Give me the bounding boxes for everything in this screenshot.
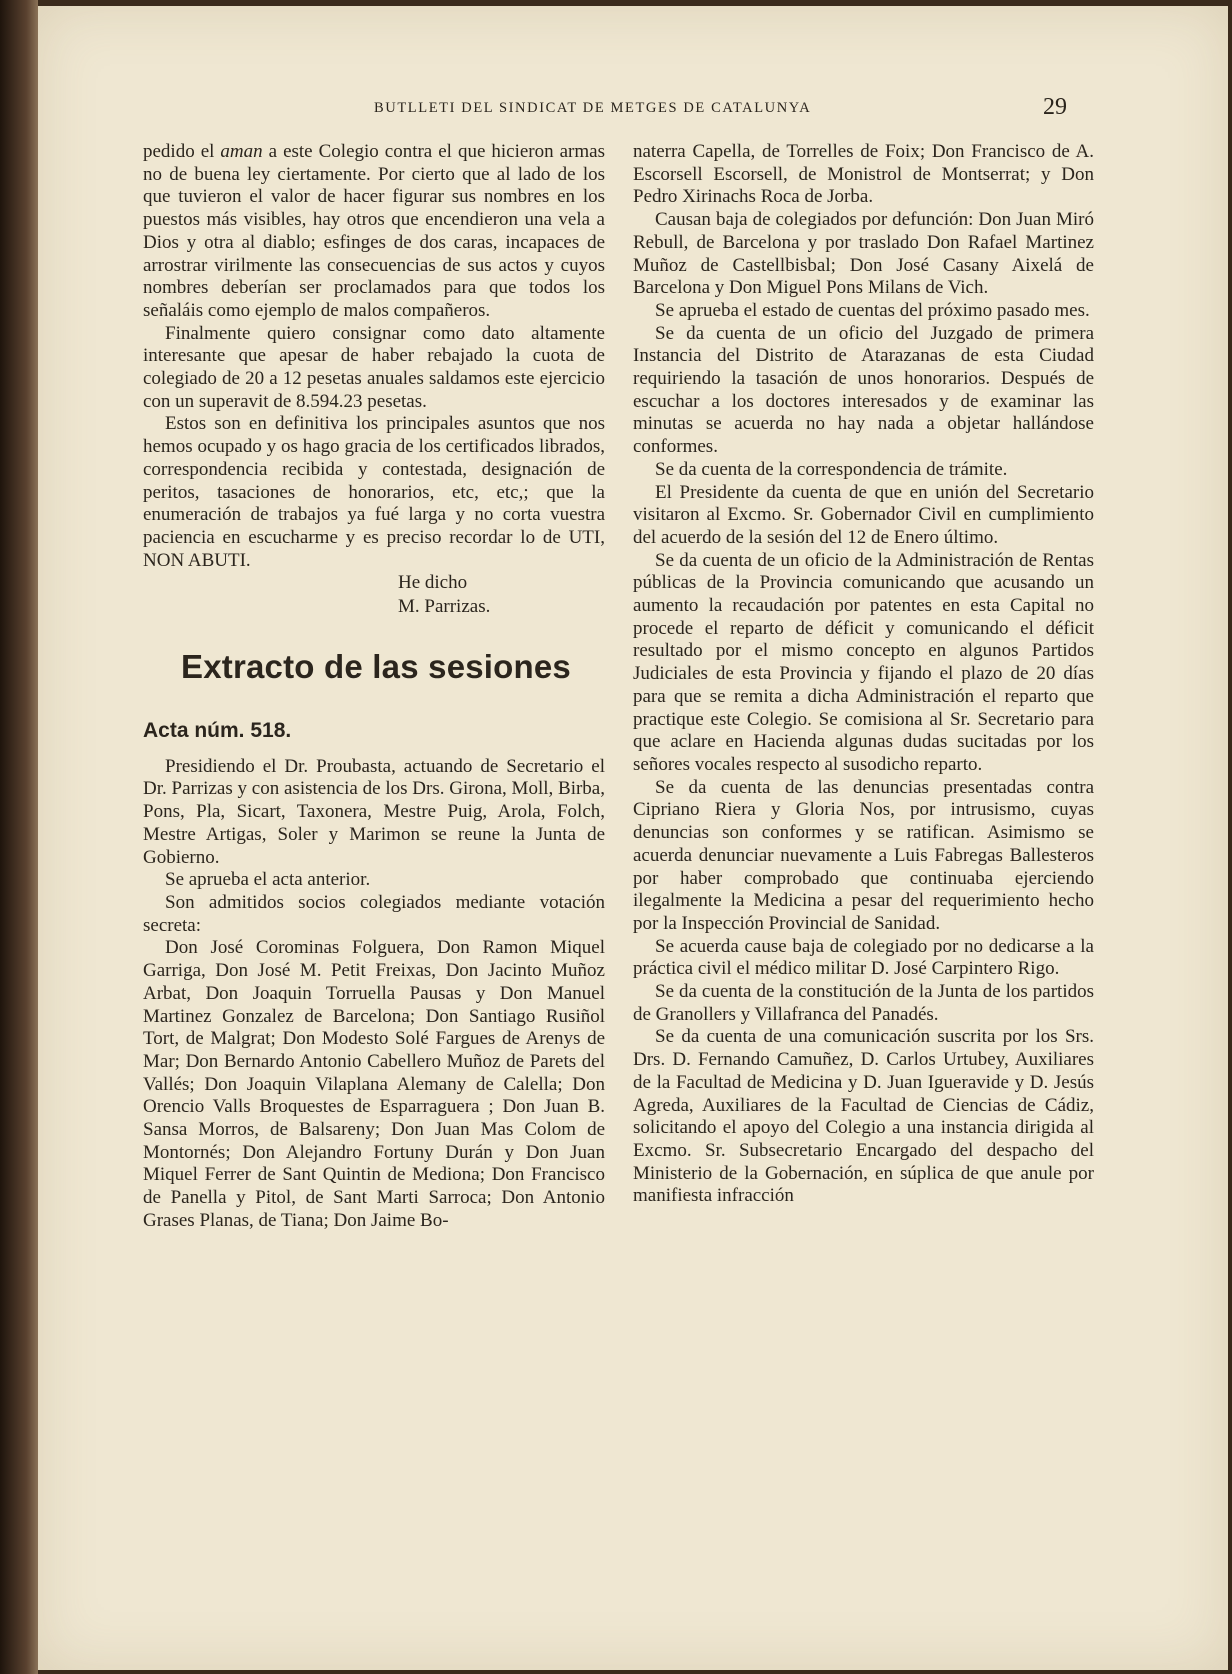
text-run: pedido el <box>143 141 221 162</box>
page-number: 29 <box>1043 94 1067 120</box>
section-heading: Extracto de las sesiones <box>181 647 571 685</box>
paragraph: Se da cuenta de un oficio de la Administración de Rentas públicas de la Provincia comunicando que acusando un aumento la recaudación por patentes en esta Capital no procede el reparto de déficit y comunicando el déficit resultado por el mismo concepto en algunos Partidos Judiciales de esta Provincia y fijando el plazo de 20 días para que se remita a dicha Administración el reparto que practique este Colegio. Se comisiona al Sr. Secretario para que aclare en Hacienda algunas dudas sucitadas por los señores vocales respecto al susodicho reparto. <box>633 549 1094 775</box>
left-column <box>143 141 605 1233</box>
paragraph: Se aprueba el estado de cuentas del próximo pasado mes. <box>655 299 1090 321</box>
paragraph: El Presidente da cuenta de que en unión del Secretario visitaron al Excmo. Sr. Gobernador Civil en cumplimiento del acuerdo de la sesión del 12 de Enero último. <box>633 481 1094 548</box>
paragraph: naterra Capella, de Torrelles de Foix; Don Francisco de A. Escorsell Escorsell, de Monistrol de Montserrat; y Don Pedro Xirinachs Roca de Jorba. <box>633 141 1094 208</box>
paragraph: Se aprueba el acta anterior. <box>165 869 371 891</box>
paragraph: Presidiendo el Dr. Proubasta, actuando de Secretario el Dr. Parrizas y con asistencia de los Drs. Girona, Moll, Birba, Pons, Pla, Sicart, Taxonera, Mestre Puig, Arola, Folch, Mestre Artigas, Soler y Marimon se reune la Junta de Gobierno. <box>143 755 605 868</box>
right-column <box>633 141 1094 1208</box>
paragraph: Son admitidos socios colegiados mediante votación secreta: <box>143 891 605 936</box>
paragraph: Finalmente quiero consignar como dato altamente interesante que apesar de haber rebajado la cuota de colegiado de 20 a 12 pesetas anuales saldamos este ejercicio con un superavit de 8.594.23 pesetas. <box>143 322 605 412</box>
paragraph: Don José Corominas Folguera, Don Ramon Miquel Garriga, Don José M. Petit Freixas, Don Jacinto Muñoz Arbat, Don Joaquin Torruella Pausas y Don Manuel Martinez Gonzalez de Barcelona; Don Santiago Rusiñol Tort, de Malgrat; Don Modesto Solé Fargues de Arenys de Mar; Don Bernardo Antonio Cabellero Muñoz de Parets del Vallés; Don Joaquin Vilaplana Alemany de Calella; Don Orencio Valls Broquestes de Esparraguera ; Don Juan B. Sansa Morros, de Balsareny; Don Juan Mas Colom de Montornés; Don Alejandro Fortuny Durán y Don Juan Miquel Ferrer de Sant Quintin de Mediona; Don Francisco de Panella y Pitol, de Sant Marti Sarroca; Don Antonio Grases Planas, de Tiana; Don Jaime Bo- <box>143 937 605 1231</box>
text-run: a este Colegio contra el que hicieron armas no de buena ley ciertamente. Por cierto que al lado de los que tuvieron el valor de hacer figurar sus nombres en los puestos más visibles, hay otros que encendieron una vela a Dios y otra al diablo; esfinges de dos caras, incapaces de arrostrar virilmente las consecuencias de sus actos y cuyos nombres deberían ser proclamados para que todos los señaláis como ejemplo de malos compañeros. <box>143 141 605 321</box>
paragraph: Se da cuenta de un oficio del Juzgado de primera Instancia del Distrito de Atarazanas de esta Ciudad requiriendo la tasación de unos honorarios. Después de escuchar a los doctores interesados y de examinar las minutas se acuerda no hay nada a objetar hallándose conformes. <box>633 322 1094 458</box>
paragraph <box>143 141 605 323</box>
paragraph: Se da cuenta de la correspondencia de trámite. <box>655 458 1008 480</box>
acta-heading: Acta núm. 518. <box>143 718 292 742</box>
signature-closing: He dicho <box>398 572 468 594</box>
running-title: BUTLLETI DEL SINDICAT DE METGES DE CATALUNYA <box>374 100 812 116</box>
paragraph: Se acuerda cause baja de colegiado por no dedicarse a la práctica civil el médico militar D. José Carpintero Rigo. <box>633 935 1094 980</box>
paragraph: Se da cuenta de la constitución de la Junta de los partidos de Granollers y Villafranca del Panadés. <box>633 981 1094 1025</box>
signature-name: M. Parrizas. <box>398 596 491 618</box>
paragraph: Estos son en definitiva los principales asuntos que nos hemos ocupado y os hago gracia de los certificados librados, correspondencia recibida y contestada, designación de peritos, tasaciones de honorarios, etc, etc,; que la enumeración de trabajos ya fué larga y no corta vuestra paciencia en escucharme y es preciso recordar lo de UTI, NON ABUTI. <box>143 413 605 571</box>
italic-word: aman <box>220 141 263 162</box>
book-spine-edge <box>0 0 38 1674</box>
paragraph: Se da cuenta de las denuncias presentadas contra Cipriano Riera y Gloria Nos, por intrusismo, cuyas denuncias son conformes y se ratifican. Asimismo se acuerda denunciar nuevamente a Luis Fabregas Ballesteros por haber comprobado que continuaba ejerciendo ilegalmente la Medicina a pesar del requerimiento hecho por la Inspección Provincial de Sanidad. <box>633 776 1094 934</box>
paragraph: Causan baja de colegiados por defunción: Don Juan Miró Rebull, de Barcelona y por traslado Don Rafael Martinez Muñoz de Castellbisbal; Don José Casany Aixelá de Barcelona y Don Miguel Pons Milans de Vich. <box>633 209 1094 299</box>
paragraph: Se da cuenta de una comunicación suscrita por los Srs. Drs. D. Fernando Camuñez, D. Carlos Urtubey, Auxiliares de la Facultad de Medicina y D. Juan Igueravide y D. Jesús Agreda, Auxiliares de la Facultad de Ciencias de Cádiz, solicitando el apoyo del Colegio a una instancia dirigida al Excmo. Sr. Subsecretario Encargado del despacho del Ministerio de la Gobernación, en súplica de que anule por manifiesta infracción <box>633 1026 1094 1207</box>
